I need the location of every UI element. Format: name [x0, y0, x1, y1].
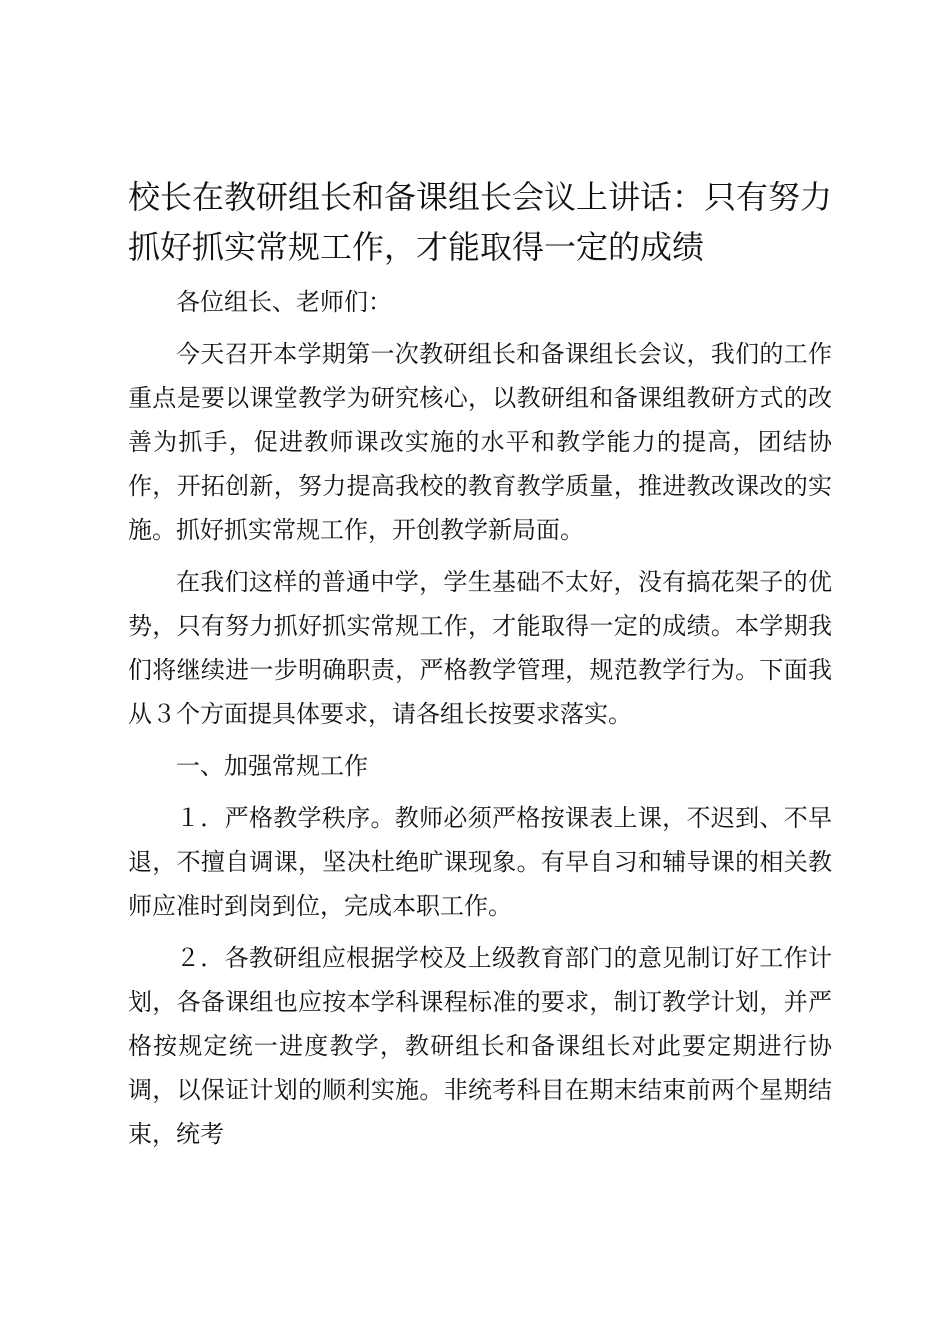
body-paragraph: 在我们这样的普通中学，学生基础不太好，没有搞花架子的优势，只有努力抓好抓实常规工作，才能取得一定的成绩。本学期我们将继续进一步明确职责，严格教学管理，规范教学行为。下面我从３个方面提具体要求，请各组长按要求落实。: [128, 568, 832, 728]
body-paragraph: 今天召开本学期第一次教研组长和备课组长会议，我们的工作重点是要以课堂教学为研究核心，以教研组和备课组教研方式的改善为抓手，促进教师课改实施的水平和教学能力的提高，团结协作，开拓创新，努力提高我校的教育教学质量，推进教改课改的实施。抓好抓实常规工作，开创教学新局面。: [128, 340, 832, 544]
document-page: [128, 172, 832, 1156]
section-heading: 一、加强常规工作: [176, 752, 368, 780]
body-paragraph: １．严格教学秩序。教师必须严格按课表上课，不迟到、不早退，不擅自调课，坚决杜绝旷课现象。有早自习和辅导课的相关教师应准时到岗到位，完成本职工作。: [128, 804, 832, 920]
greeting-paragraph: 各位组长、老师们：: [176, 288, 392, 316]
document-title: 校长在教研组长和备课组长会议上讲话：只有努力抓好抓实常规工作，才能取得一定的成绩: [128, 178, 833, 266]
body-paragraph: ２．各教研组应根据学校及上级教育部门的意见制订好工作计划，各备课组也应按本学科课程标准的要求，制订教学计划，并严格按规定统一进度教学，教研组长和备课组长对此要定期进行协调，以保证计划的顺利实施。非统考科目在期末结束前两个星期结束，统考: [128, 944, 832, 1148]
